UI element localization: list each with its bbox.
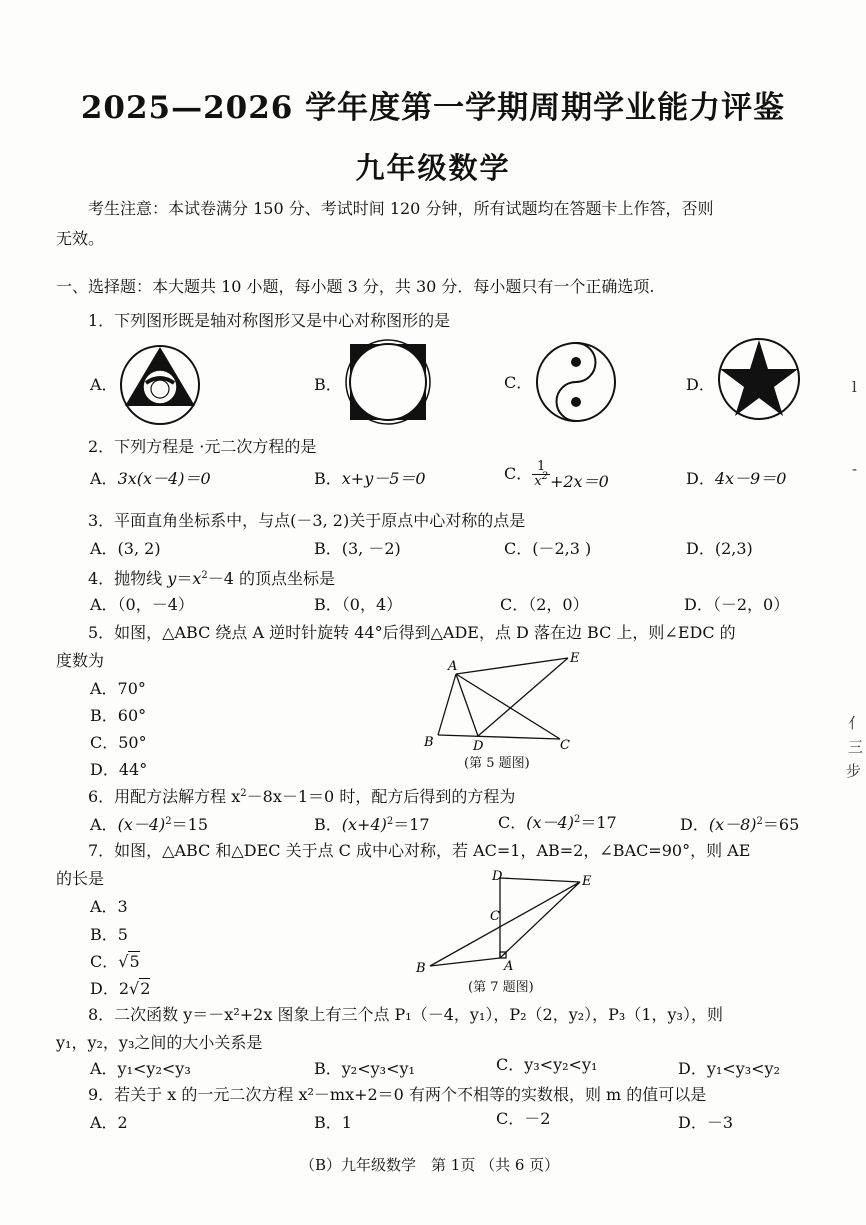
- q2-d-label: D．: [686, 469, 715, 488]
- q8-stem-line-2: y₁，y₂，y₃之间的大小关系是: [56, 1033, 263, 1052]
- q3-option-a: A．(3, 2): [90, 539, 161, 558]
- q8-stem-line-1: 8．二次函数 y＝－x²+2x 图象上有三个点 P₁（－4，y₁），P₂（2，y₂），P₃（1，y₃），则: [88, 1005, 723, 1024]
- q6-option-b: B．$(x+4)^2=17$: [314, 815, 430, 834]
- q4-stem: 4．抛物线 $y=x^2-4$ 的顶点坐标是: [88, 569, 336, 588]
- q7-option-b: B．5: [90, 925, 128, 944]
- exam-title: 2025—2026 学年度第一学期周期学业能力评鉴: [80, 90, 786, 126]
- edge-mark-4: 三: [848, 738, 864, 756]
- q9-option-c: C．－2: [496, 1109, 551, 1128]
- notice-label: 考生注意：: [88, 199, 169, 218]
- q3-stem: 3．平面直角坐标系中，与点(－3, 2)关于原点中心对称的点是: [88, 511, 526, 530]
- q2-c-label: C．: [504, 464, 533, 483]
- q1-figure-b-circle-in-square: [344, 338, 432, 426]
- q3-option-c: C．(－2,3 ): [504, 539, 592, 558]
- q7-option-d: D．2√2: [90, 979, 151, 998]
- q1-figure-a-triangle-circle: [118, 343, 202, 427]
- q1-option-c: C．: [504, 373, 533, 392]
- q4-option-a: A．（0，－4）: [90, 595, 194, 614]
- q8-option-d: D．y₁<y₃<y₂: [678, 1059, 781, 1078]
- q7-stem-line-1: 7．如图，△ABC 和△DEC 关于点 C 成中心对称，若 AC=1，AB=2，∠BAC=90°，则 AE: [88, 841, 751, 860]
- q4-option-c: C．（2，0）: [500, 595, 589, 614]
- q7-label-a: A: [504, 959, 514, 974]
- q2-option-a: [90, 468, 211, 490]
- q1-option-a: A．: [90, 375, 118, 394]
- q7-option-c: C．√5: [90, 952, 140, 971]
- q9-option-b: B．1: [314, 1113, 352, 1132]
- q4-option-d: D．（－2，0）: [684, 595, 790, 614]
- q2-d-expr: 4x－9＝0: [714, 469, 787, 488]
- edge-mark-3: 亻: [848, 714, 864, 732]
- q5-option-c: C．50°: [90, 733, 147, 752]
- section-heading: 一、选择题：本大题共 10 小题，每小题 3 分，共 30 分．每小题只有一个正确选项.: [56, 277, 655, 296]
- q4-option-b: B．（0，4）: [314, 595, 403, 614]
- q5-option-b: B．60°: [90, 706, 147, 725]
- q6-stem: 6．用配方法解方程 $x^2-8x-1=0$ 时，配方后得到的方程为: [88, 787, 516, 806]
- edge-mark-2: -: [852, 460, 858, 478]
- q2-stem: 2．下列方程是 ·元二次方程的是: [88, 437, 317, 456]
- q5-option-a: A．70°: [90, 679, 146, 698]
- page-footer: （B）九年级数学 第 1页 （共 6 页）: [300, 1156, 560, 1174]
- q1-option-d: D．: [686, 375, 715, 394]
- notice-line-1: [88, 198, 713, 220]
- q2-b-label: B．: [314, 469, 342, 488]
- q6-option-d: D．$(x-8)^2=65$: [680, 815, 800, 834]
- q2-b-expr: x+y－5＝0: [341, 469, 426, 488]
- q5-stem-line-2: 度数为: [56, 651, 105, 670]
- q2-a-label: A．: [90, 469, 118, 488]
- q7-label-e: E: [582, 874, 592, 889]
- q5-label-a: A: [448, 659, 458, 674]
- q2-option-d: [686, 468, 786, 490]
- q5-option-d: D．44°: [90, 760, 148, 779]
- notice-line-2: 无效。: [56, 229, 105, 248]
- q5-label-e: E: [570, 651, 580, 666]
- q9-option-d: D．－3: [678, 1113, 734, 1132]
- q1-stem: 1．下列图形既是轴对称图形又是中心对称图形的是: [88, 311, 451, 330]
- q8-option-b: B．y₂<y₃<y₁: [314, 1059, 415, 1078]
- q7-figure: [412, 868, 598, 976]
- q5-label-d: D: [473, 739, 484, 752]
- q2-option-c: [504, 460, 609, 489]
- q7-option-a: A．3: [90, 897, 128, 916]
- q2-a-expr: 3x(x－4)＝0: [117, 469, 211, 488]
- q2-c-numerator: 1: [532, 460, 550, 475]
- q8-option-a: A．y₁<y₂<y₃: [90, 1059, 191, 1078]
- exam-subtitle: 九年级数学: [355, 151, 511, 185]
- q7-label-c: C: [490, 909, 500, 924]
- q7-stem-line-2: 的长是: [56, 869, 105, 888]
- q8-option-c: C．y₃<y₂<y₁: [496, 1055, 598, 1074]
- q3-option-b: B．(3, －2): [314, 539, 401, 558]
- q5-label-c: C: [560, 738, 570, 752]
- q2-c-denominator: $x^2$: [534, 471, 548, 489]
- q2-c-rest: +2x＝0: [549, 472, 609, 491]
- q9-stem: 9．若关于 x 的一元二次方程 x²－mx+2＝0 有两个不相等的实数根，则 m 的值可以是: [88, 1085, 707, 1104]
- q9-option-a: A．2: [90, 1113, 128, 1132]
- q5-caption: (第 5 题图): [464, 756, 530, 771]
- q1-figure-c-yin-yang: [534, 340, 618, 424]
- q3-option-d: D．(2,3): [686, 539, 753, 558]
- edge-mark-5: 步: [846, 762, 862, 780]
- edge-mark-1: l: [852, 378, 857, 396]
- q5-stem-line-1: 5．如图，△ABC 绕点 A 逆时针旋转 44°后得到△ADE，点 D 落在边 BC 上，则∠EDC 的: [88, 623, 736, 642]
- notice-text: 本试卷满分 150 分、考试时间 120 分钟，所有试题均在答题卡上作答，否则: [168, 199, 714, 218]
- q2-option-b: [314, 468, 426, 490]
- q1-option-b: B．: [314, 375, 342, 394]
- q5-label-b: B: [424, 735, 434, 750]
- q6-option-a: A．$(x-4)^2=15$: [90, 815, 209, 834]
- q7-label-d: D: [492, 869, 503, 884]
- q7-label-b: B: [416, 961, 426, 976]
- q7-caption: (第 7 题图): [468, 980, 534, 995]
- q6-option-c: C．$(x-4)^2=17$: [498, 813, 617, 832]
- q1-figure-d-star-circle: [716, 336, 802, 422]
- q5-figure: [418, 650, 594, 752]
- q2-c-fraction: [532, 460, 550, 489]
